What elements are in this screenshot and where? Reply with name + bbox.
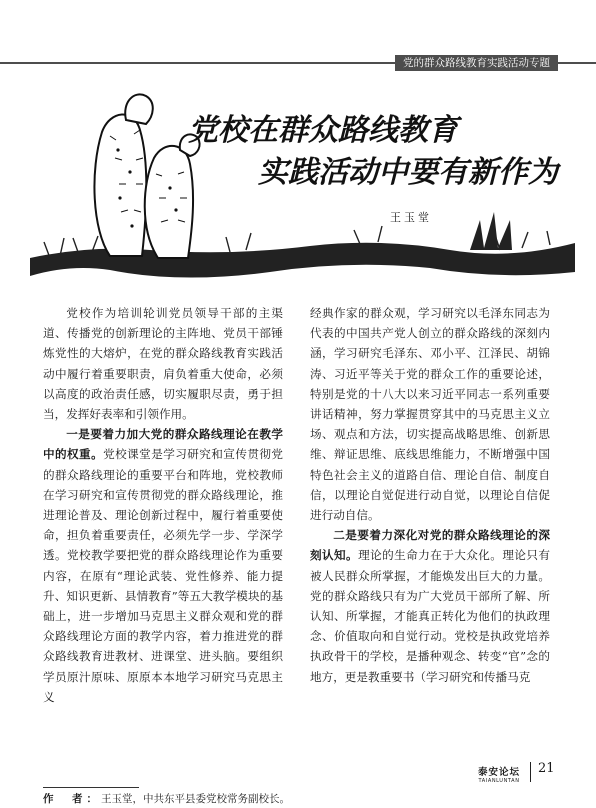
page-number: 21 <box>538 761 555 776</box>
point-one-heading: 一是要着力加大党的群众路线理论在教学中的权重。 <box>43 427 283 462</box>
author-footnote <box>43 791 290 806</box>
point-one-paragraph <box>43 424 283 707</box>
title-line-2: 实践活动中要有新作为 <box>258 155 558 190</box>
right-column <box>310 303 550 687</box>
section-header <box>0 55 596 71</box>
point-two-paragraph <box>310 525 550 687</box>
footnote-rule <box>43 787 139 788</box>
point-one-body: 党校课堂是学习研究和宣传贯彻党的群众路线理论的重要平台和阵地，党校教师在学习研究和宣传贯彻党的群众路线理论，推进理论普及、理论创新过程中，履行着重要使命，担负着重要责任，必须先学一步、学深学透。党校教学要把党的群众路线理论作为重要内容，在原有“理论武装、党性修养、能力提升、知识更新、县情教育”等五大教学模块的基础上，进一步增加马克思主义群众观和党的群众路线理论方面的教学内容，着力推进党的群众路线教育进教材、进课堂、进头脑。要组织学员原汁原味、原原本本地学习研究马克思主义 <box>43 447 283 704</box>
left-column <box>43 303 283 707</box>
title-line-1: 党校在群众路线教育 <box>188 113 458 148</box>
footnote-label: 作 者： <box>43 793 101 805</box>
page-separator <box>530 762 531 782</box>
section-label: 党的群众路线教育实践活动专题 <box>395 55 558 71</box>
journal-pinyin: TAIANLUNTAN <box>478 778 520 784</box>
point-two-body: 理论的生命力在于大众化。理论只有被人民群众所掌握，才能焕发出巨大的力量。党的群众路线只有为广大党员干部所了解、所认知、所掌握，才能真正转化为他们的执政理念、价值取向和自觉行动。党校是执政党培养执政骨干的学校，是播种观念、转变“官”念的地方，更是教重要书（学习研究和传播马克 <box>310 548 550 684</box>
continued-paragraph: 经典作家的群众观，学习研究以毛泽东同志为代表的中国共产党人创立的群众路线的深刻内涵，学习研究毛泽东、邓小平、江泽民、胡锦涛、习近平等关于党的群众工作的重要论述，特别是党的十八大以来习近平同志一系列重要讲话精神，努力掌握贯穿其中的马克思主义立场、观点和方法，切实提高战略思维、创新思维、辩证思维、底线思维能力，不断增强中国特色社会主义的道路自信、理论自信、制度自信，以理论自觉促进行动自觉，以理论自信促进行动自信。 <box>310 306 550 523</box>
journal-logo <box>478 764 520 784</box>
point-two-heading: 二是要着力深化对党的群众路线理论的深刻认知。 <box>310 528 550 563</box>
intro-paragraph: 党校作为培训轮训党员领导干部的主渠道、传播党的创新理论的主阵地、党员干部锤炼党性的大熔炉，在党的群众路线教育实践活动中履行着重要职责，肩负着重大使命，必须以高度的政治责任感，切实履职尽责，勇于担当，发挥好表率和引领作用。 <box>43 306 283 422</box>
footnote-text: 王玉堂，中共东平县委党校常务副校长。 <box>101 793 290 805</box>
journal-name: 泰安论坛 <box>478 767 521 778</box>
article-author: 王玉堂 <box>390 211 432 224</box>
